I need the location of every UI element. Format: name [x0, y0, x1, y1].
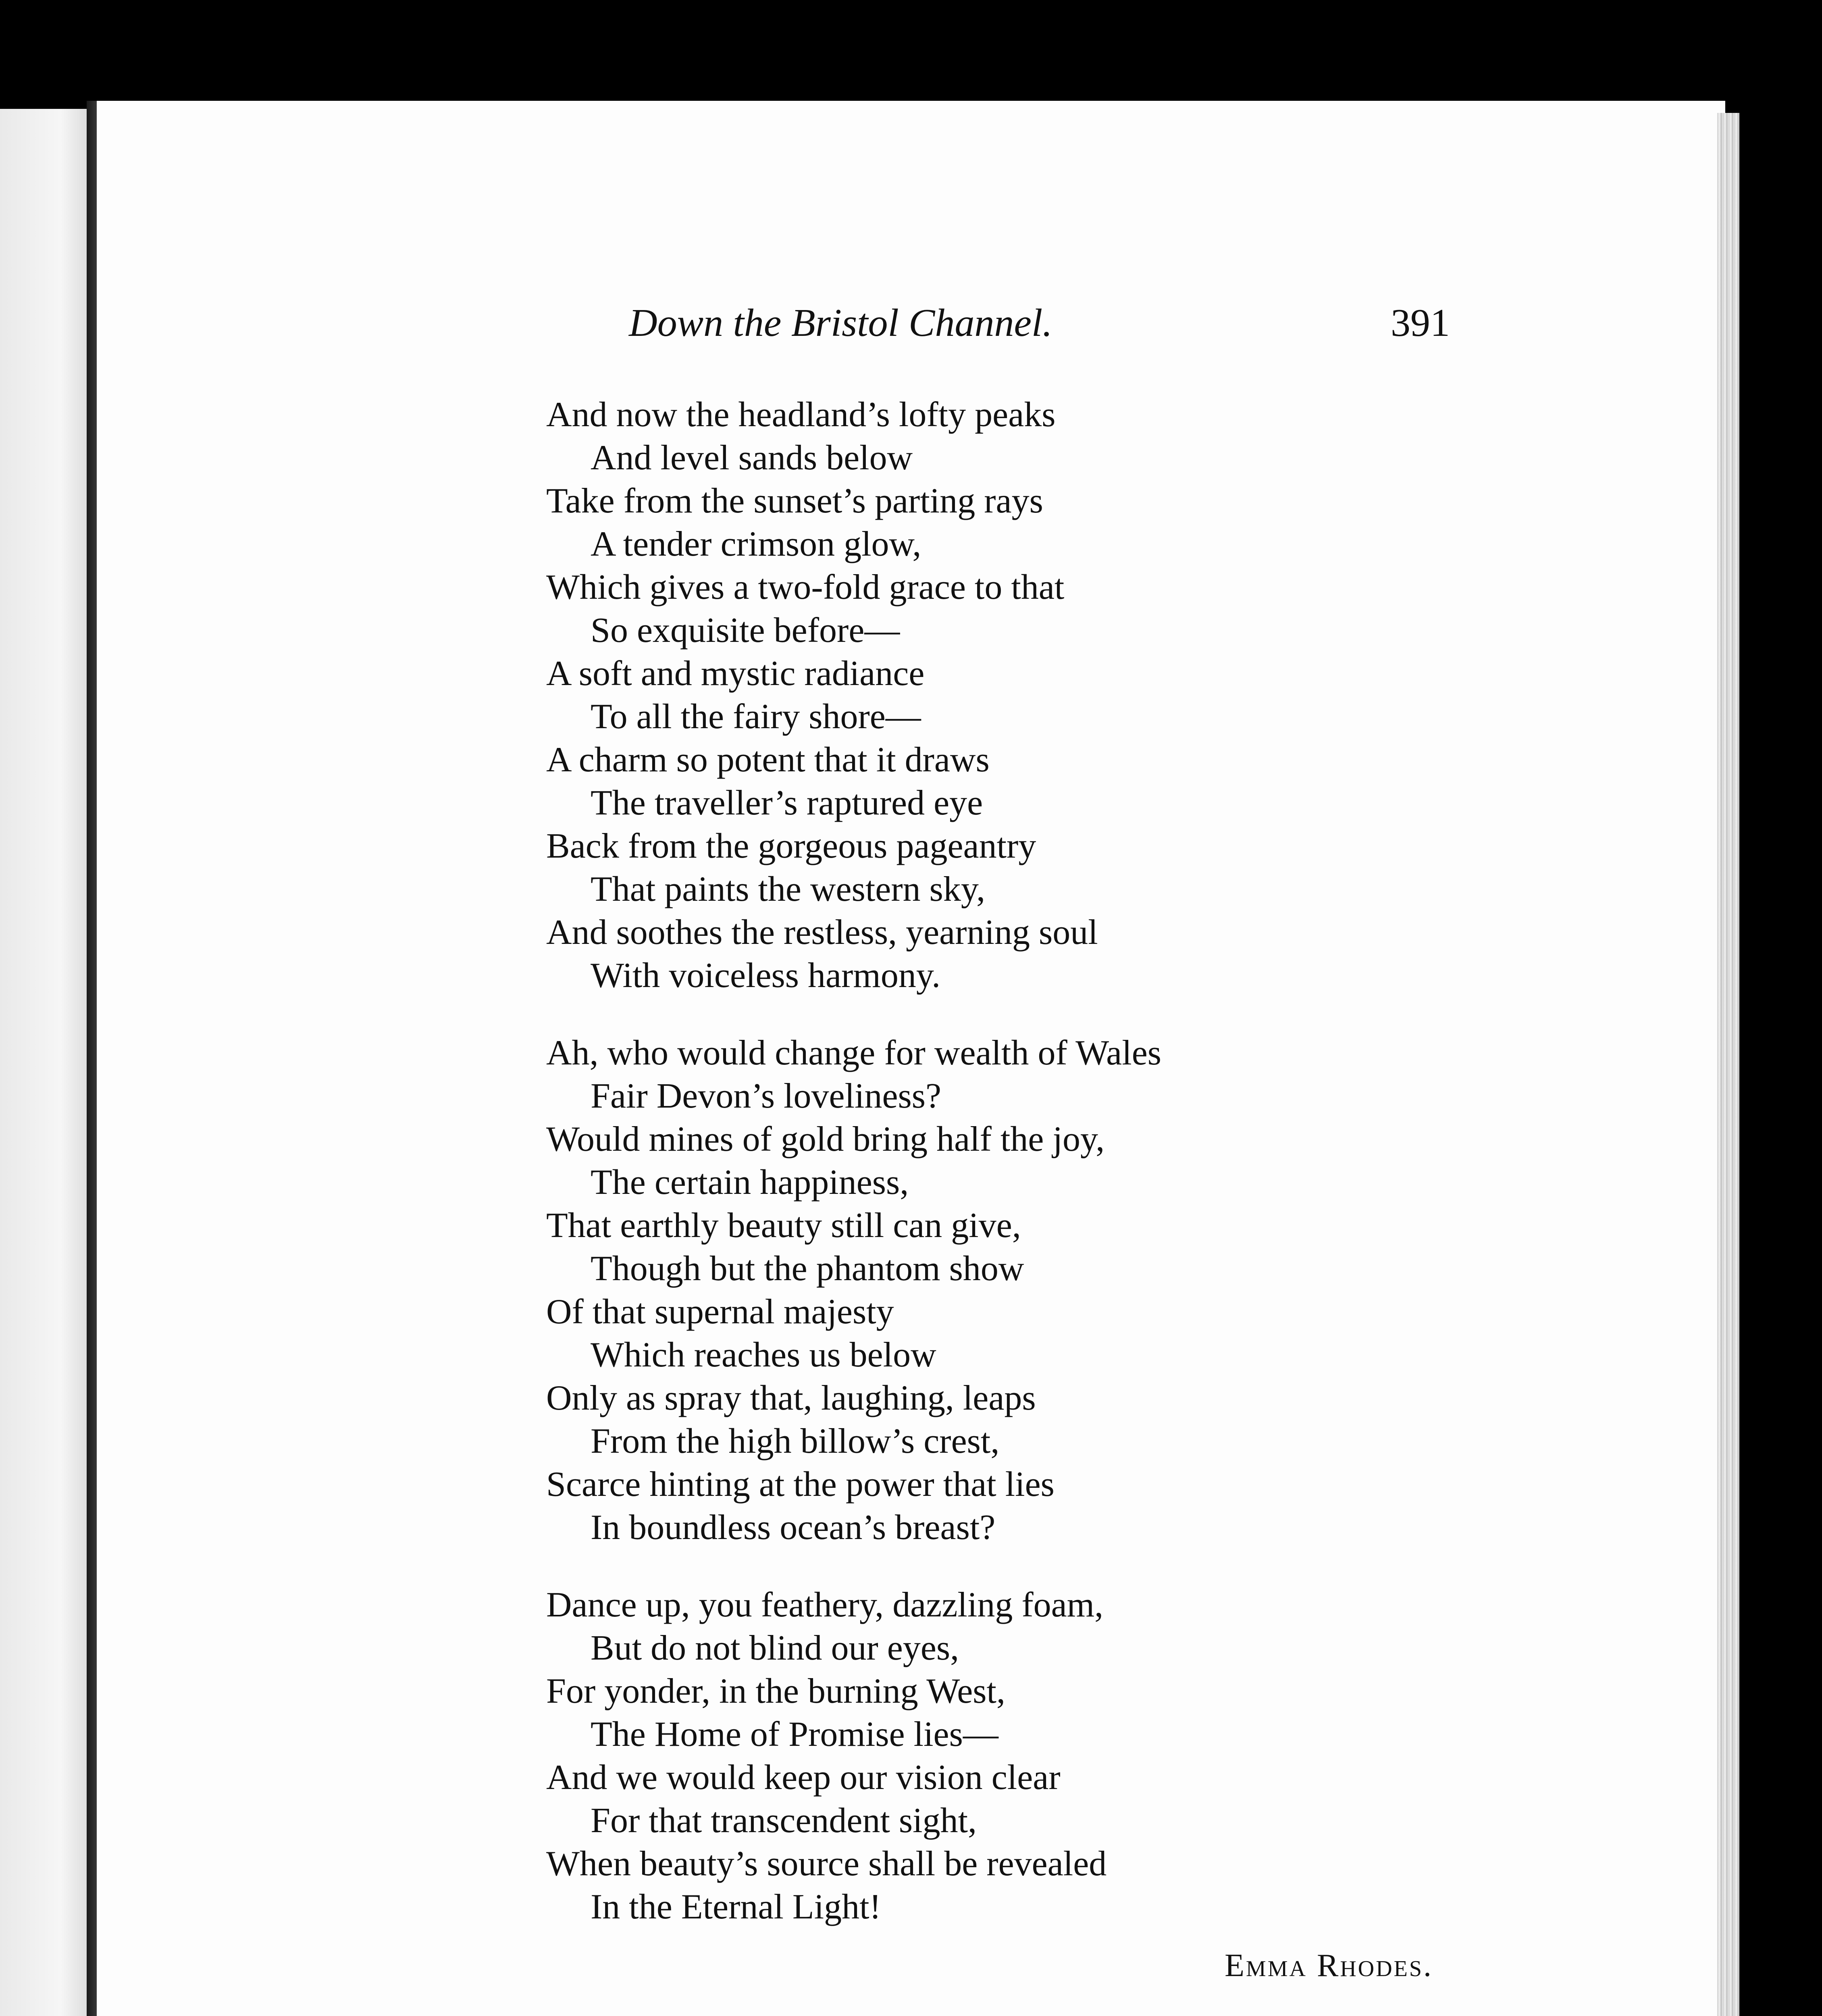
poem-line: Back from the gorgeous pageantry	[546, 827, 1036, 866]
poem-line: The traveller’s raptured eye	[591, 783, 983, 823]
poem-line: A soft and mystic radiance	[546, 654, 925, 693]
poem	[546, 393, 1473, 1963]
poem-line: That paints the western sky,	[591, 870, 986, 909]
poem-line: In boundless ocean’s breast?	[591, 1508, 996, 1547]
poem-line: Of that supernal majesty	[546, 1292, 894, 1331]
poem-line: Scarce hinting at the power that lies	[546, 1465, 1055, 1504]
poem-line: So exquisite before—	[591, 611, 900, 650]
poem-line: In the Eternal Light!	[591, 1887, 881, 1926]
stanza-1	[546, 393, 1473, 997]
author-signature: Emma Rhodes.	[1225, 1948, 1433, 1983]
poem-line: With voiceless harmony.	[591, 956, 941, 995]
poem-line: And soothes the restless, yearning soul	[546, 913, 1098, 952]
poem-line: Only as spray that, laughing, leaps	[546, 1379, 1036, 1418]
poem-line: Though but the phantom show	[591, 1249, 1024, 1288]
poem-line: A charm so potent that it draws	[546, 740, 990, 779]
poem-line: That earthly beauty still can give,	[546, 1206, 1021, 1245]
stanza-3	[546, 1583, 1473, 1929]
stanza-2	[546, 1031, 1473, 1549]
poem-line: And now the headland’s lofty peaks	[546, 395, 1056, 434]
poem-line: Would mines of gold bring half the joy,	[546, 1120, 1105, 1159]
poem-line: Dance up, you feathery, dazzling foam,	[546, 1585, 1104, 1624]
poem-line: For that transcendent sight,	[591, 1801, 977, 1840]
poem-line: Fair Devon’s loveliness?	[591, 1077, 942, 1116]
poem-line: The certain happiness,	[591, 1163, 909, 1202]
running-head: Down the Bristol Channel.	[629, 301, 1052, 345]
poem-line: Which reaches us below	[591, 1335, 936, 1375]
poem-line: For yonder, in the burning West,	[546, 1672, 1005, 1711]
page-number: 391	[1391, 301, 1450, 345]
poem-line: The Home of Promise lies—	[591, 1715, 998, 1754]
poem-line: And level sands below	[591, 438, 913, 477]
poem-line: But do not blind our eyes,	[591, 1629, 959, 1668]
poem-line: A tender crimson glow,	[591, 525, 921, 564]
poem-line: From the high billow’s crest,	[591, 1422, 1000, 1461]
poem-line: Which gives a two-fold grace to that	[546, 568, 1065, 607]
poem-line: And we would keep our vision clear	[546, 1758, 1061, 1797]
facing-page-edge	[0, 109, 87, 2016]
poem-line: Take from the sunset’s parting rays	[546, 481, 1043, 521]
poem-line: Ah, who would change for wealth of Wales	[546, 1033, 1161, 1073]
poem-line: To all the fairy shore—	[591, 697, 921, 736]
poem-line: When beauty’s source shall be revealed	[546, 1844, 1107, 1883]
page-edge-stack	[1717, 113, 1739, 2016]
